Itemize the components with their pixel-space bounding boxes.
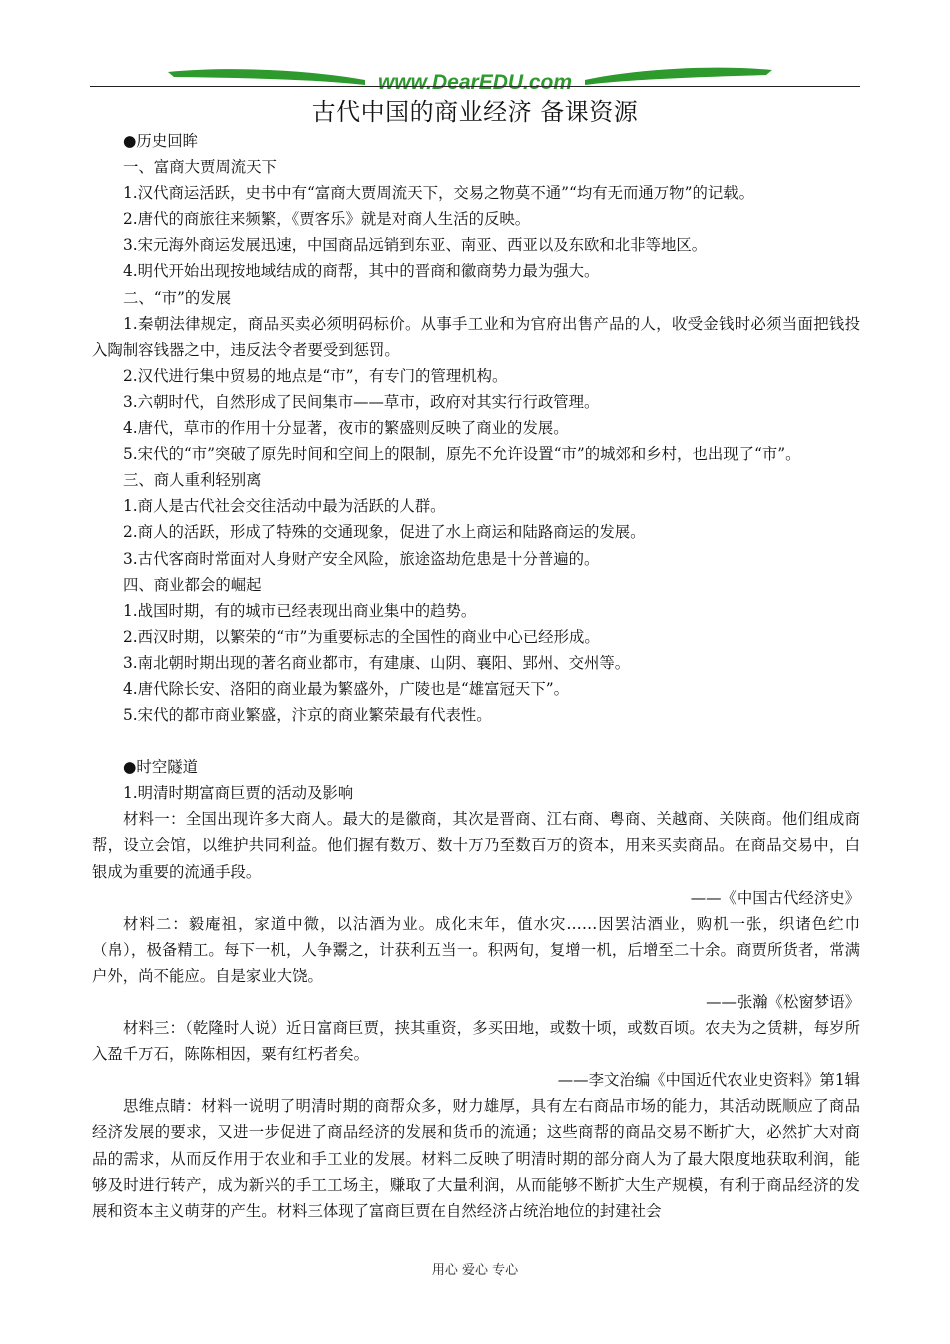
source-citation: ——张瀚《松窗梦语》 bbox=[706, 993, 860, 1011]
text-paragraph: 2.商人的活跃，形成了特殊的交通现象，促进了水上商运和陆路商运的发展。 bbox=[123, 523, 646, 542]
text-paragraph: 4.明代开始出现按地域结成的商帮，其中的晋商和徽商势力最为强大。 bbox=[123, 262, 600, 281]
text-paragraph: 一、富商大贾周流天下 bbox=[123, 158, 277, 177]
text-paragraph: 思维点睛：材料一说明了明清时期的商帮众多，财力雄厚，具有左右商品市场的能力，其活动既顺应了商品经济发展的要求，又进一步促进了商品经济的发展和货币的流通；这些商帮的商品交易不断扩大，必然扩大对商品的需求，从而反作用于农业和手工业的发展。材料二反映了明清时期的部分商人为了最大限度地获取利润，能够及时进行转产，成为新兴的手工工场主，赚取了大量利润，从而能够不断扩大生产规模，有利于商品经济的发展和资本主义萌芽的产生。材料三体现了富商巨贾在自然经济占统治地位的封建社会 bbox=[92, 1097, 860, 1220]
text-paragraph: 2.汉代进行集中贸易的地点是“市”，有专门的管理机构。 bbox=[123, 366, 508, 385]
spacer bbox=[92, 728, 860, 754]
logo-swoosh-graphic bbox=[160, 58, 780, 98]
text-paragraph: 3.南北朝时期出现的著名商业都市，有建康、山阴、襄阳、郢州、交州等。 bbox=[123, 653, 631, 672]
text-paragraph: 3.六朝时代，自然形成了民间集市——草市，政府对其实行行政管理。 bbox=[123, 392, 600, 411]
text-paragraph: 1.战国时期，有的城市已经表现出商业集中的趋势。 bbox=[123, 601, 477, 620]
text-paragraph: 3.古代客商时常面对人身财产安全风险，旅途盗劫危患是十分普遍的。 bbox=[123, 549, 600, 568]
page-footer: 用心 爱心 专心 bbox=[431, 1263, 519, 1278]
text-paragraph: 1.汉代商运活跃，史书中有“富商大贾周流天下，交易之物莫不通”“均有无而通万物”的记载。 bbox=[123, 184, 755, 203]
text-paragraph: 4.唐代除长安、洛阳的商业最为繁盛外，广陵也是“雄富冠天下”。 bbox=[123, 679, 569, 698]
text-paragraph: 2.西汉时期，以繁荣的“市”为重要标志的全国性的商业中心已经形成。 bbox=[123, 627, 600, 646]
text-paragraph: 材料一：全国出现许多大商人。最大的是徽商，其次是晋商、江右商、粤商、关越商、关陕商。他们组成商帮，设立会馆，以维护共同利益。他们握有数万、数十万乃至数百万的资本，用来买卖商品。在商品交易中，白银成为重要的流通手段。 bbox=[92, 810, 860, 881]
site-logo bbox=[160, 58, 780, 98]
text-paragraph: 材料三：（乾隆时人说）近日富商巨贾，挟其重资，多买田地，或数十顷，或数百顷。农夫为之赁耕，每岁所入盈千万石，陈陈相因，粟有红朽者矣。 bbox=[92, 1019, 860, 1064]
text-paragraph: 2.唐代的商旅往来频繁，《贾客乐》就是对商人生活的反映。 bbox=[123, 210, 531, 229]
text-paragraph: 5.宋代的“市”突破了原先时间和空间上的限制，原先不允许设置“市”的城郊和乡村，也出现了“市”。 bbox=[123, 445, 801, 464]
header-divider bbox=[90, 86, 860, 87]
source-citation: ——李文治编《中国近代农业史资料》第1辑 bbox=[557, 1071, 860, 1090]
text-paragraph: 四、商业都会的崛起 bbox=[123, 575, 262, 594]
text-paragraph: 三、商人重利轻别离 bbox=[123, 471, 262, 490]
text-paragraph: 5.宋代的都市商业繁盛，汴京的商业繁荣最有代表性。 bbox=[123, 706, 492, 725]
text-paragraph: 3.宋元海外商运发展迅速，中国商品远销到东亚、南亚、西亚以及东欧和北非等地区。 bbox=[123, 236, 708, 255]
text-paragraph: 材料二：毅庵祖，家道中微，以沽酒为业。成化末年，值水灾……因罢沽酒业，购机一张，织诸色纻巾（帛），极备精工。每下一机，人争鬻之，计获利五当一。积两旬，复增一机，后增至二十余。商贾所货者，常满户外，尚不能应。自是家业大饶。 bbox=[92, 914, 860, 985]
logo-text: www.DearEDU.com bbox=[377, 71, 573, 94]
text-paragraph: 1.秦朝法律规定，商品买卖必须明码标价。从事手工业和为官府出售产品的人，收受金钱时必须当面把钱投入陶制容钱器之中，违反法令者要受到惩罚。 bbox=[92, 314, 860, 359]
text-paragraph: ●时空隧道 bbox=[123, 758, 198, 777]
source-citation: ——《中国古代经济史》 bbox=[690, 888, 860, 907]
text-paragraph: 1.商人是古代社会交往活动中最为活跃的人群。 bbox=[123, 497, 446, 516]
text-paragraph: 4.唐代，草市的作用十分显著，夜市的繁盛则反映了商业的发展。 bbox=[123, 419, 569, 438]
text-paragraph: 1.明清时期富商巨贾的活动及影响 bbox=[123, 784, 354, 803]
document-body bbox=[92, 128, 860, 1224]
text-paragraph: 二、“市”的发展 bbox=[123, 288, 232, 307]
document-title: 古代中国的商业经济 备课资源 bbox=[311, 98, 639, 126]
text-paragraph: ●历史回眸 bbox=[123, 132, 198, 150]
